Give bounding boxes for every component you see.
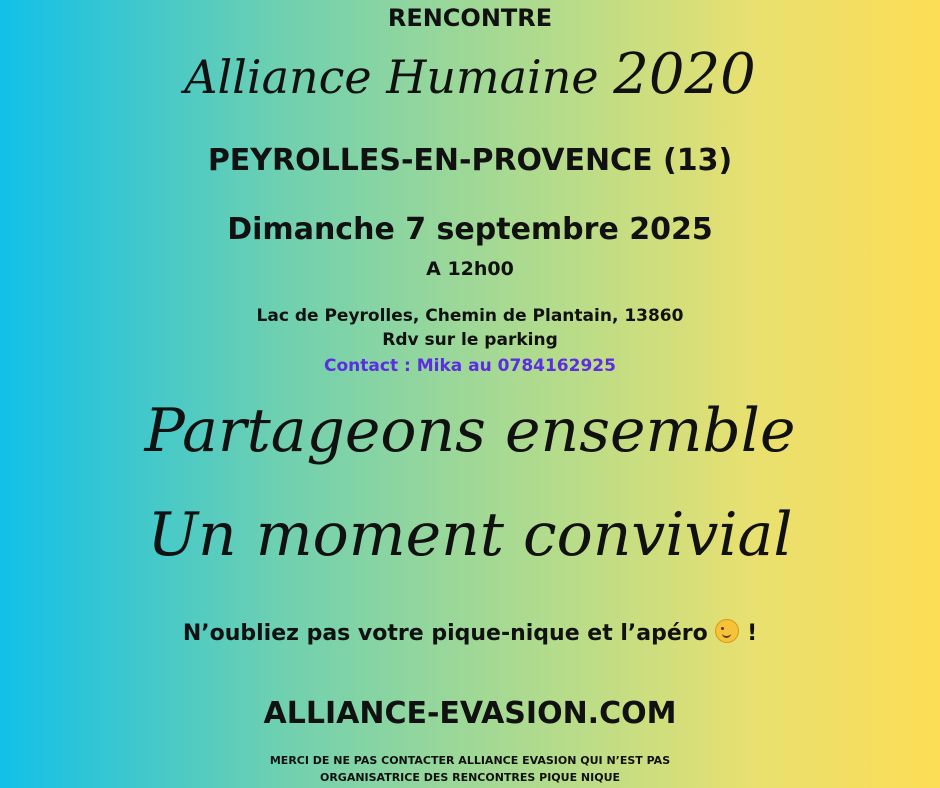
event-title-script: Alliance Humaine <box>184 50 599 104</box>
event-title-year: 2020 <box>613 42 756 107</box>
event-date: Dimanche 7 septembre 2025 <box>227 212 713 247</box>
disclaimer-line-1: MERCI DE NE PAS CONTACTER ALLIANCE EVASION QUI N’EST PAS <box>269 754 671 767</box>
event-title <box>0 42 940 107</box>
reminder-text: N’oubliez pas votre pique-nique et l’apéro <box>182 621 708 646</box>
reminder <box>0 619 940 646</box>
reminder-end: ! <box>747 621 758 646</box>
tagline-line-2: Un moment convivial <box>147 500 793 570</box>
event-meeting-point: Rdv sur le parking <box>382 330 558 350</box>
event-time: A 12h00 <box>426 258 514 280</box>
event-contact: Contact : Mika au 0784162925 <box>324 356 616 376</box>
event-kicker: RENCONTRE <box>387 4 553 32</box>
disclaimer-line-2: ORGANISATRICE DES RENCONTRES PIQUE NIQUE <box>319 771 621 784</box>
event-city: PEYROLLES-EN-PROVENCE (13) <box>207 143 733 178</box>
website-url: ALLIANCE-EVASION.COM <box>263 696 677 731</box>
winking-face-icon <box>715 619 739 643</box>
event-address: Lac de Peyrolles, Chemin de Plantain, 13860 <box>256 306 684 326</box>
tagline-line-1: Partageons ensemble <box>144 396 796 466</box>
